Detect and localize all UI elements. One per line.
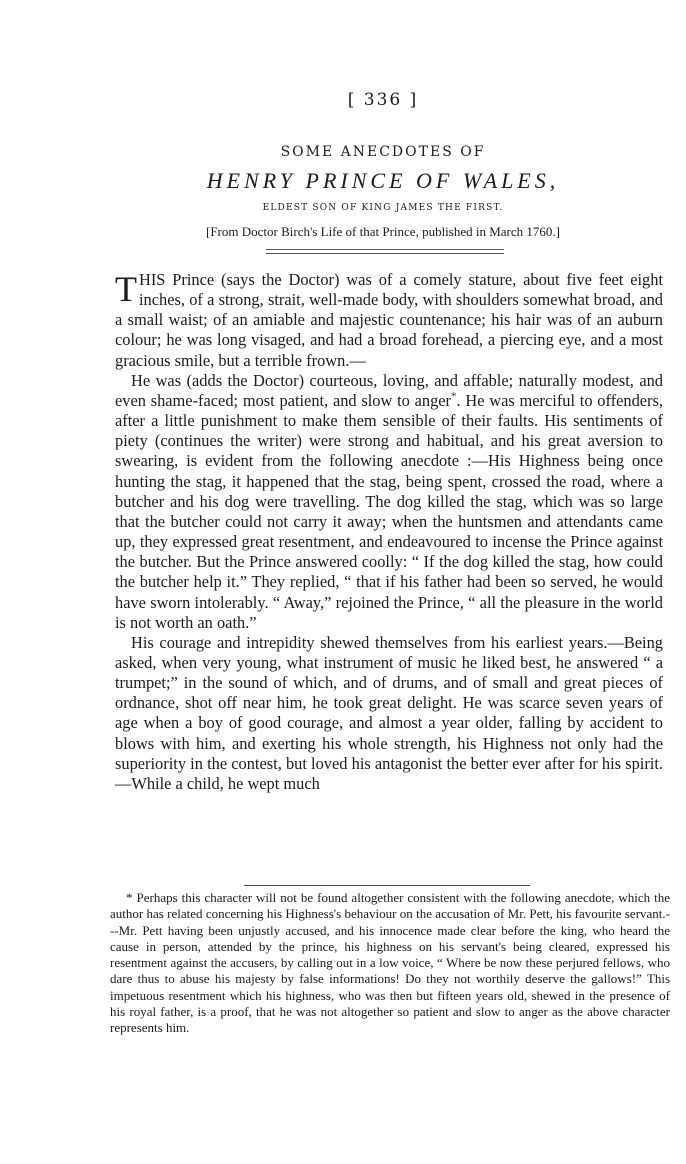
title-line-some-anecdotes: SOME ANECDOTES OF bbox=[280, 144, 486, 160]
paragraph-temperament-text: He was (adds the Doctor) courteous, loving, and affable; naturally modest, and even shame-faced; most patient, and slow to anger bbox=[115, 370, 663, 410]
footnote-separator bbox=[244, 885, 530, 886]
title-double-rule bbox=[266, 249, 504, 254]
paragraph-temperament-text-cont: . He was merciful to offenders, after a little punishment to make them sensible of their faults. His sentiments of piety (continues the writer) were strong and habitual, and his great aversion to swearing, is evident from the following anecdote :—His Highness being once hunting the stag, it happened that the stag, being spent, crossed the road, where a butcher and his dog were travelling. The dog killed the stag, which was so large that the butcher could not carry it away; when the huntsmen and attendants came up, they expressed great resentment, and endeavoured to incense the Prince against the butcher. But the Prince answered coolly: “ If the dog killed the stag, how could the butcher help it.” They replied, “ that if his father had been so served, he would have sworn intolerably. “ Away,” rejoined the Prince, “ all the pleasure in the world is not worth an oath.” bbox=[115, 390, 663, 632]
paragraph-description-text: HIS Prince (says the Doctor) was of a comely stature, about five feet eight inches, of a strong, strait, well-made body, with shoulders somewhat broad, and a small waist; of an amiable and majestic countenance; his hair was of an auburn colour; he was long visaged, and had a broad forehead, a piercing eye, and a most gracious smile, but a terrible frown.— bbox=[115, 270, 663, 370]
page-number: [ 336 ] bbox=[347, 90, 419, 110]
title-henry-prince-of-wales: HENRY PRINCE OF WALES, bbox=[206, 168, 560, 193]
footnote-text: * Perhaps this character will not be found altogether consistent with the following anecdote, which the author has related concerning his Highness's behaviour on the accusation of Mr. Pett, his favourite servant.---Mr. Pett having been unjustly accused, and his innocence made clear before the king, who heard the cause in person, attended by the prince, his highness on his servant's being cleared, expressed his resentment against the accusers, by calling out in a low voice, “ Where be now these perjured fellows, who dare thus to abuse his majesty by false informations! Do they not worthily deserve the gallows!” This impetuous resentment which his highness, who was then but fifteen years old, shewed in the presence of his royal father, is a proof, that he was not altogether so patient and slow to anger as the above character represents him. bbox=[110, 890, 670, 1036]
footnote-reference: * bbox=[451, 390, 457, 403]
paragraph-description bbox=[115, 270, 663, 371]
subtitle-eldest-son: ELDEST SON OF KING JAMES THE FIRST. bbox=[262, 203, 504, 213]
paragraph-courage bbox=[115, 633, 663, 794]
drop-cap: T bbox=[115, 269, 137, 309]
paragraph-courage-text: His courage and intrepidity shewed themselves from his earliest years.—Being asked, when very young, what instrument of music he liked best, he answered “ a trumpet;” in the sound of which, and of drums, and of small and great pieces of ordnance, shot off near him, he took great delight. He was scarce seven years of age when a boy of good courage, and almost a year older, falling by accident to blows with him, and exerting his whole strength, his Highness not only had the superiority in the contest, but loved his antagonist the better ever after for his spirit.—While a child, he wept much bbox=[115, 632, 663, 793]
main-text bbox=[115, 270, 663, 794]
footnote bbox=[110, 890, 670, 1037]
paragraph-temperament bbox=[115, 371, 663, 633]
source-note: [From Doctor Birch's Life of that Prince, published in March 1760.] bbox=[206, 224, 560, 239]
